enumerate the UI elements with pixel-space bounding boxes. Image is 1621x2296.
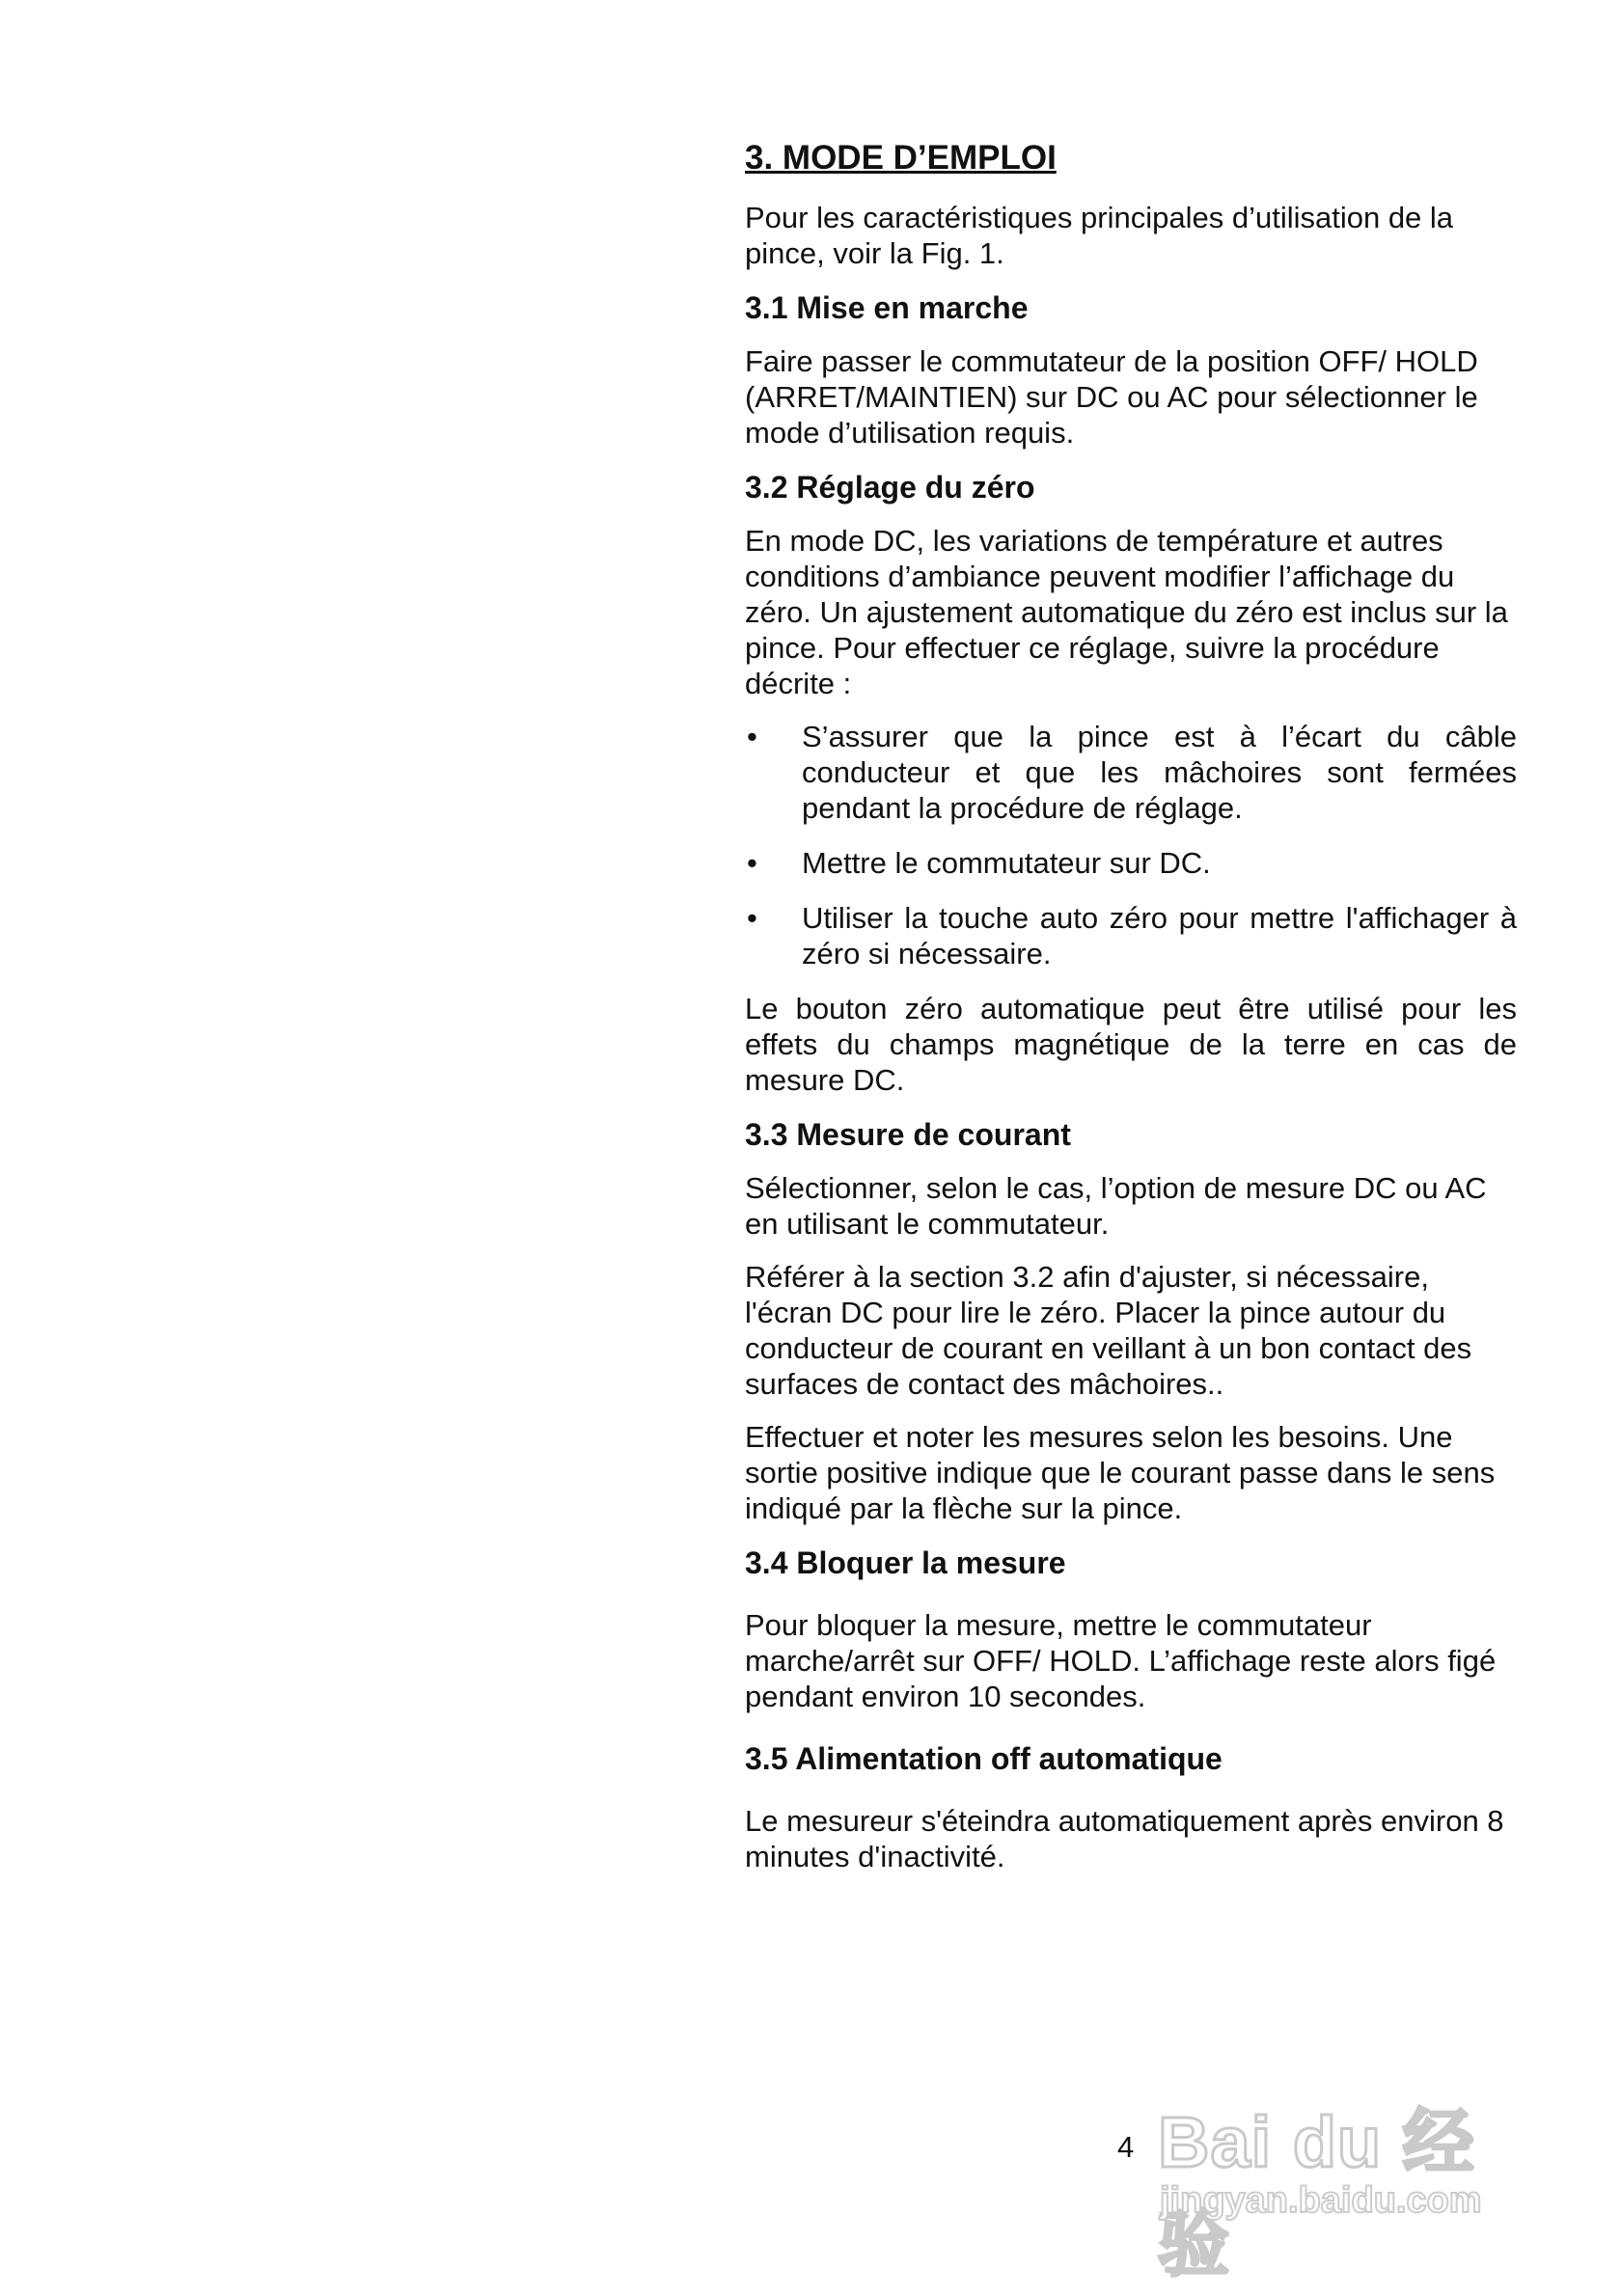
bullet-text: Utiliser la touche auto zéro pour mettre l'affichager à zéro si nécessaire. bbox=[802, 901, 1517, 970]
subsection-3-2-title: 3.2 Réglage du zéro bbox=[745, 470, 1035, 505]
bullet-icon: • bbox=[747, 901, 757, 935]
bullet-item bbox=[745, 719, 1517, 826]
intro-paragraph: Pour les caractéristiques principales d’utilisation de la pince, voir la Fig. 1. bbox=[745, 201, 1454, 270]
page-number: 4 bbox=[1117, 2130, 1135, 2164]
subsection-3-5-title: 3.5 Alimentation off automatique bbox=[745, 1741, 1223, 1776]
watermark-url: jingyan.baidu.com bbox=[1160, 2180, 1482, 2221]
subsection-3-1-title: 3.1 Mise en marche bbox=[745, 290, 1029, 325]
bullet-item bbox=[745, 900, 1517, 971]
subsection-3-2-note: Le bouton zéro automatique peut être utilisé pour les effets du champs magnétique de la terre en cas de mesure DC. bbox=[745, 992, 1517, 1097]
baidu-watermark bbox=[1148, 2074, 1534, 2284]
subsection-3-1-text: Faire passer le commutateur de la position OFF/ HOLD (ARRET/MAINTIEN) sur DC ou AC pour sélectionner le mode d’utilisation requis. bbox=[745, 344, 1478, 450]
subsection-3-4-title: 3.4 Bloquer la mesure bbox=[745, 1545, 1066, 1580]
section-heading: 3. MODE D’EMPLOI bbox=[745, 139, 1057, 177]
document-body bbox=[745, 138, 1517, 1892]
bullet-icon: • bbox=[747, 720, 757, 753]
subsection-3-2-text: En mode DC, les variations de température et autres conditions d’ambiance peuvent modifier l’affichage du zéro. Un ajustement automatique du zéro est inclus sur la pince. Pour effectuer ce réglage, suivre la procédure décrite : bbox=[745, 524, 1508, 700]
subsection-3-3-text-3: Effectuer et noter les mesures selon les besoins. Une sortie positive indique que le courant passe dans le sens indiqué par la flèche sur la pince. bbox=[745, 1420, 1496, 1525]
bullet-text: S’assurer que la pince est à l’écart du câble conducteur et que les mâchoires sont fermées pendant la procédure de réglage. bbox=[802, 720, 1517, 825]
bullet-icon: • bbox=[747, 846, 757, 880]
subsection-3-3-title: 3.3 Mesure de courant bbox=[745, 1117, 1071, 1152]
bullet-item bbox=[745, 845, 1517, 881]
subsection-3-3-text-1: Sélectionner, selon le cas, l’option de mesure DC ou AC en utilisant le commutateur. bbox=[745, 1171, 1487, 1241]
subsection-3-4-text: Pour bloquer la mesure, mettre le commutateur marche/arrêt sur OFF/ HOLD. L’affichage reste alors figé pendant environ 10 secondes. bbox=[745, 1608, 1497, 1713]
subsection-3-3-text-2: Référer à la section 3.2 afin d'ajuster, si nécessaire, l'écran DC pour lire le zéro. Placer la pince autour du conducteur de courant en veillant à un bon contact des surfaces de contact des mâchoires.. bbox=[745, 1260, 1472, 1401]
subsection-3-5-text: Le mesureur s'éteindra automatiquement après environ 8 minutes d'inactivité. bbox=[745, 1804, 1504, 1873]
watermark-logo: Bai du 经验 bbox=[1158, 2102, 1475, 2284]
bullet-text: Mettre le commutateur sur DC. bbox=[802, 846, 1211, 880]
